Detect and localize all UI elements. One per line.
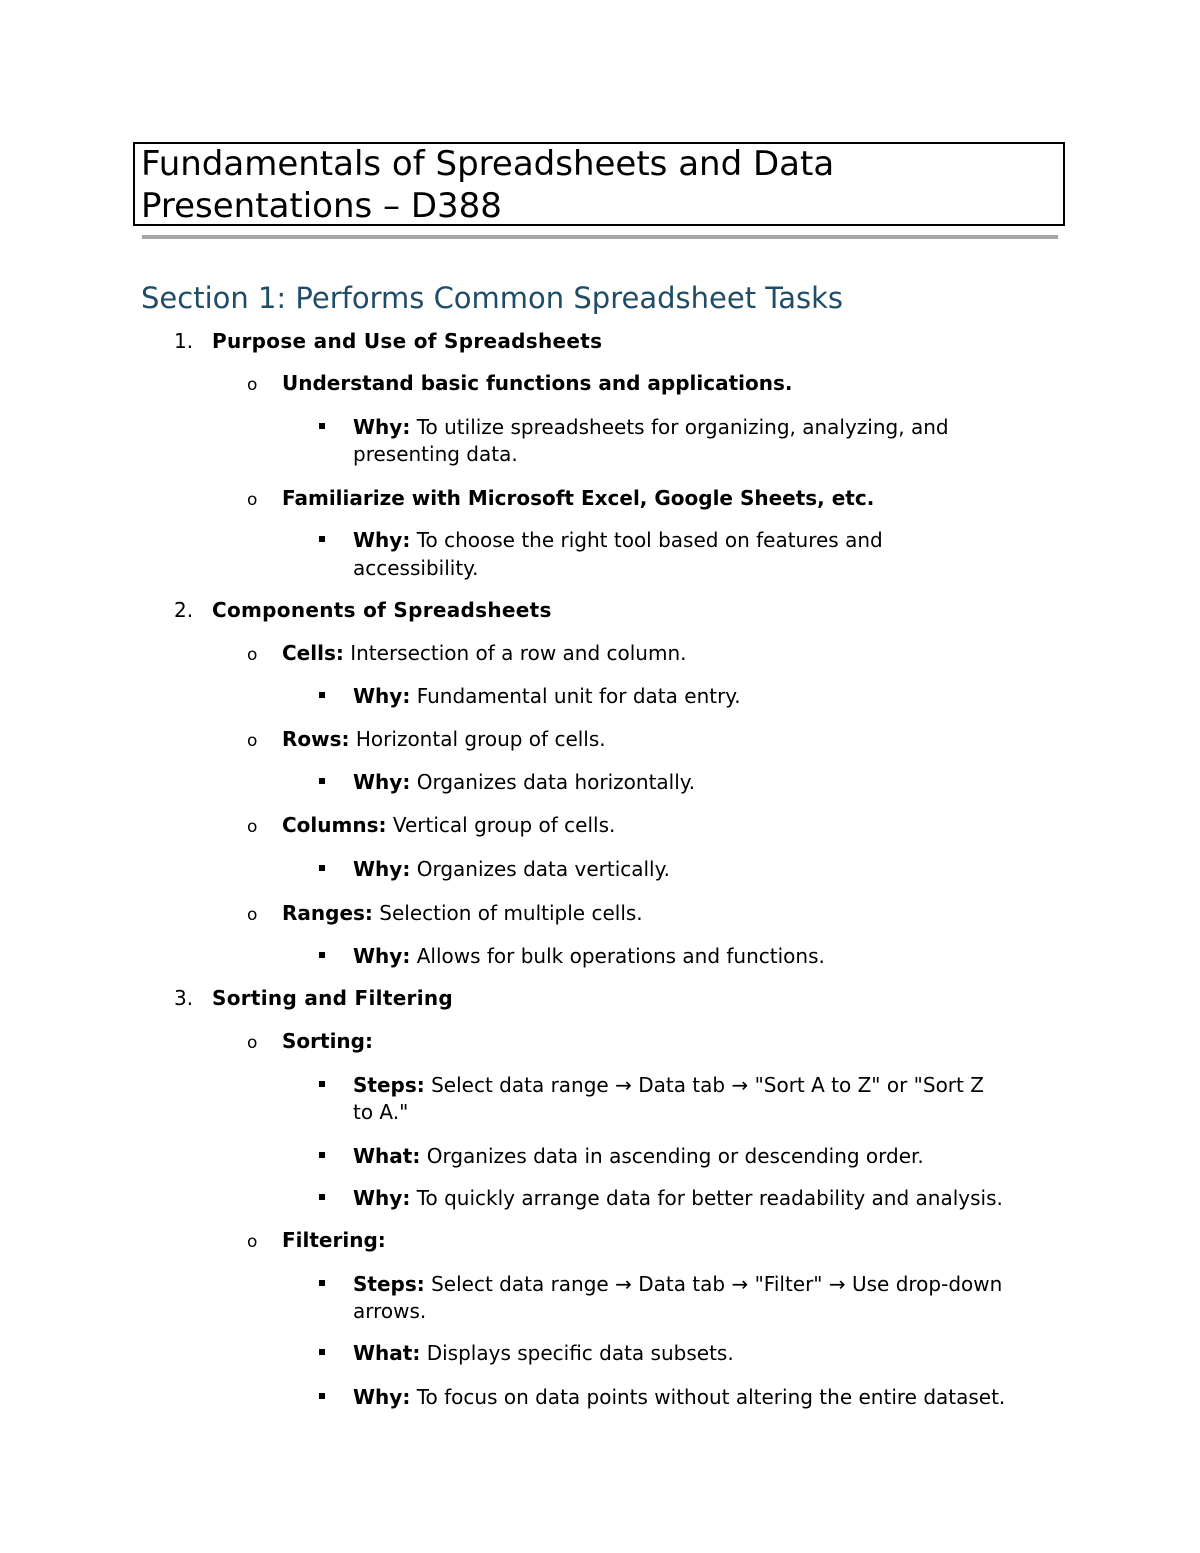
detail-point xyxy=(353,1071,984,1099)
point-text: To choose the right tool based on features and xyxy=(416,528,883,552)
sub-item-desc: Vertical group of cells. xyxy=(392,813,616,837)
point-label: What: xyxy=(353,1144,421,1168)
point-label: Why: xyxy=(353,684,411,708)
sub-item xyxy=(282,899,643,927)
square-bullet-icon xyxy=(319,692,325,698)
detail-point xyxy=(353,1339,734,1367)
detail-point xyxy=(353,768,695,796)
circle-bullet-icon: o xyxy=(247,817,258,837)
circle-bullet-icon: o xyxy=(247,375,258,395)
sub-item-term: Understand basic functions and applications. xyxy=(282,371,793,395)
point-label: What: xyxy=(353,1341,421,1365)
list-heading-purpose: Purpose and Use of Spreadsheets xyxy=(212,329,603,353)
circle-bullet-icon: o xyxy=(247,1232,258,1252)
circle-bullet-icon: o xyxy=(247,645,258,665)
list-number-1: 1. xyxy=(174,329,194,353)
list-number-2: 2. xyxy=(174,598,194,622)
point-text: Select data range → Data tab → "Filter" → Use drop-down xyxy=(431,1272,1003,1296)
detail-point xyxy=(353,682,741,710)
sub-item-term: Familiarize with Microsoft Excel, Google Sheets, etc. xyxy=(282,486,875,510)
point-label: Why: xyxy=(353,1186,411,1210)
circle-bullet-icon: o xyxy=(247,905,258,925)
point-text: Displays specific data subsets. xyxy=(426,1341,734,1365)
point-text: To utilize spreadsheets for organizing, analyzing, and xyxy=(416,415,949,439)
sub-item-desc: Selection of multiple cells. xyxy=(379,901,643,925)
sub-item xyxy=(282,1226,386,1254)
square-bullet-icon xyxy=(319,1152,325,1158)
detail-point xyxy=(353,1142,924,1170)
point-label: Why: xyxy=(353,1385,411,1409)
point-text-continued: presenting data. xyxy=(353,442,518,466)
sub-item-term: Cells: xyxy=(282,641,344,665)
point-text: Organizes data vertically. xyxy=(416,857,670,881)
sub-item-term: Columns: xyxy=(282,813,387,837)
point-label: Why: xyxy=(353,857,411,881)
sub-item-term: Filtering: xyxy=(282,1228,386,1252)
detail-point xyxy=(353,942,825,970)
point-text: Organizes data horizontally. xyxy=(416,770,696,794)
list-heading-components: Components of Spreadsheets xyxy=(212,598,552,622)
point-text: To quickly arrange data for better readability and analysis. xyxy=(416,1186,1003,1210)
sub-item xyxy=(282,369,793,397)
sub-item xyxy=(282,725,606,753)
sub-item-desc: Intersection of a row and column. xyxy=(350,641,687,665)
title-line-1: Fundamentals of Spreadsheets and Data xyxy=(141,144,835,184)
sub-item-term: Ranges: xyxy=(282,901,373,925)
sub-item xyxy=(282,639,687,667)
square-bullet-icon xyxy=(319,423,325,429)
detail-point xyxy=(353,1184,1003,1212)
point-label: Steps: xyxy=(353,1073,425,1097)
square-bullet-icon xyxy=(319,1194,325,1200)
point-label: Why: xyxy=(353,944,411,968)
sub-item-term: Rows: xyxy=(282,727,350,751)
list-heading-sorting-filtering: Sorting and Filtering xyxy=(212,986,454,1010)
square-bullet-icon xyxy=(319,778,325,784)
square-bullet-icon xyxy=(319,1393,325,1399)
point-label: Why: xyxy=(353,770,411,794)
detail-point xyxy=(353,526,883,554)
point-text-continued: to A." xyxy=(353,1100,409,1124)
point-text: Fundamental unit for data entry. xyxy=(416,684,741,708)
detail-point xyxy=(353,855,670,883)
point-text: To focus on data points without altering the entire dataset. xyxy=(416,1385,1006,1409)
point-text: Select data range → Data tab → "Sort A to Z" or "Sort Z xyxy=(431,1073,984,1097)
document-title xyxy=(141,143,1041,227)
point-text: Organizes data in ascending or descending order. xyxy=(426,1144,924,1168)
circle-bullet-icon: o xyxy=(247,490,258,510)
point-text-continued: arrows. xyxy=(353,1299,427,1323)
detail-point xyxy=(353,1270,1002,1298)
point-text: Allows for bulk operations and functions. xyxy=(416,944,825,968)
sub-item xyxy=(282,1027,373,1055)
square-bullet-icon xyxy=(319,1349,325,1355)
title-underline xyxy=(142,235,1058,239)
point-text-continued: accessibility. xyxy=(353,556,479,580)
list-number-3: 3. xyxy=(174,986,194,1010)
square-bullet-icon xyxy=(319,865,325,871)
square-bullet-icon xyxy=(319,1280,325,1286)
sub-item-desc: Horizontal group of cells. xyxy=(355,727,606,751)
sub-item xyxy=(282,484,874,512)
circle-bullet-icon: o xyxy=(247,731,258,751)
point-label: Steps: xyxy=(353,1272,425,1296)
sub-item xyxy=(282,811,615,839)
square-bullet-icon xyxy=(319,536,325,542)
circle-bullet-icon: o xyxy=(247,1033,258,1053)
square-bullet-icon xyxy=(319,952,325,958)
square-bullet-icon xyxy=(319,1081,325,1087)
point-label: Why: xyxy=(353,415,411,439)
sub-item-term: Sorting: xyxy=(282,1029,373,1053)
detail-point xyxy=(353,1383,1005,1411)
point-label: Why: xyxy=(353,528,411,552)
detail-point xyxy=(353,413,949,441)
section-heading: Section 1: Performs Common Spreadsheet Tasks xyxy=(141,281,843,315)
title-line-2: Presentations – D388 xyxy=(141,186,502,226)
